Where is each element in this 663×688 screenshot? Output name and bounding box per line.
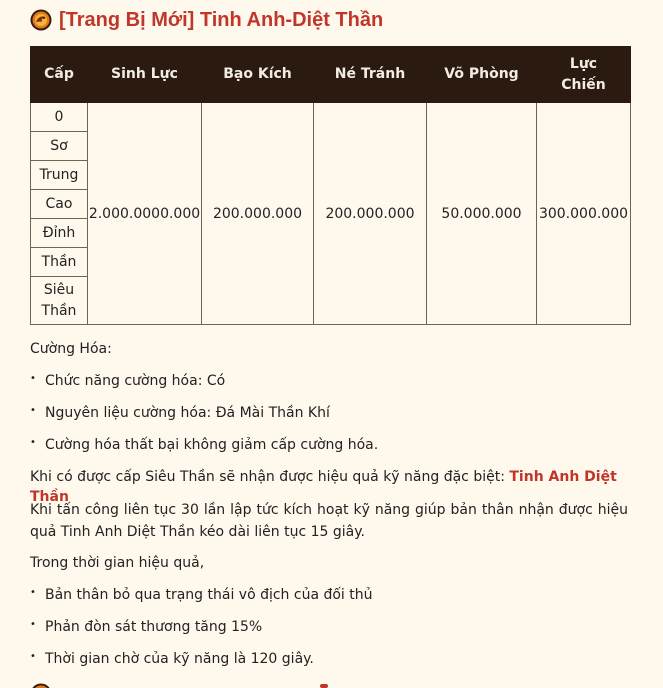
value-ne-tranh: 200.000.000 (314, 103, 427, 325)
stats-table (30, 46, 631, 325)
table-row (31, 103, 631, 132)
bullet-icon: • (30, 587, 36, 598)
list-item (30, 617, 628, 649)
next-title-fragment (320, 684, 328, 688)
level-cell: Cao (31, 190, 88, 219)
value-vo-phong: 50.000.000 (427, 103, 537, 325)
list-item-text: Nguyên liệu cường hóa: Đá Mài Thần Khí (45, 405, 330, 421)
header-sinh-luc: Sinh Lực (88, 47, 202, 103)
list-item (30, 585, 628, 617)
effect-heading: Trong thời gian hiệu quả, (30, 555, 205, 571)
level-cell: Đỉnh (31, 219, 88, 248)
list-item-text: Phản đòn sát thương tăng 15% (45, 619, 263, 635)
list-item-text: Chức năng cường hóa: Có (45, 373, 226, 389)
next-section-peek (30, 680, 630, 688)
special-intro-text: Khi có được cấp Siêu Thần sẽ nhận được hiệu quả kỹ năng đặc biệt: (30, 469, 510, 485)
level-cell: Siêu Thần (31, 277, 88, 325)
value-sinh-luc: 2.000.0000.000 (88, 103, 202, 325)
content-body (30, 339, 628, 681)
header-ne-tranh: Né Tránh (314, 47, 427, 103)
header-cap: Cấp (31, 47, 88, 103)
bullet-icon: • (30, 619, 36, 630)
level-cell: Sơ (31, 132, 88, 161)
level-cell: Trung (31, 161, 88, 190)
list-item (30, 649, 628, 681)
list-item-text: Cường hóa thất bại không giảm cấp cường hóa. (45, 437, 379, 453)
header-bao-kich: Bạo Kích (202, 47, 314, 103)
page-title: [Trang Bị Mới] Tinh Anh-Diệt Thần (59, 8, 384, 31)
value-luc-chien: 300.000.000 (537, 103, 631, 325)
special-intro (30, 467, 628, 505)
list-item-text: Thời gian chờ của kỹ năng là 120 giây. (45, 651, 314, 667)
level-cell: 0 (31, 103, 88, 132)
dragon-emblem-icon (30, 9, 52, 31)
table-header-row (31, 47, 631, 103)
level-cell: Thần (31, 248, 88, 277)
value-bao-kich: 200.000.000 (202, 103, 314, 325)
list-item (30, 371, 628, 403)
skill-name: Tinh Anh Diệt Thần (30, 469, 617, 505)
section-title (30, 7, 383, 33)
bullet-icon: • (30, 437, 36, 448)
skill-description: Khi tấn công liên tục 30 lần lập tức kích hoạt kỹ năng giúp bản thân nhận được hiệu quả Tinh Anh Diệt Thần kéo dài liên tục 15 giây. (30, 502, 628, 540)
list-item (30, 435, 628, 467)
bullet-icon: • (30, 373, 36, 384)
bullet-icon: • (30, 405, 36, 416)
list-item-text: Bản thân bỏ qua trạng thái vô địch của đối thủ (45, 587, 373, 603)
list-item (30, 403, 628, 435)
header-luc-chien: Lực Chiến (537, 47, 631, 103)
bullet-icon: • (30, 651, 36, 662)
dragon-emblem-icon (30, 683, 52, 688)
header-vo-phong: Võ Phòng (427, 47, 537, 103)
cuong-hoa-heading: Cường Hóa: (30, 341, 112, 357)
